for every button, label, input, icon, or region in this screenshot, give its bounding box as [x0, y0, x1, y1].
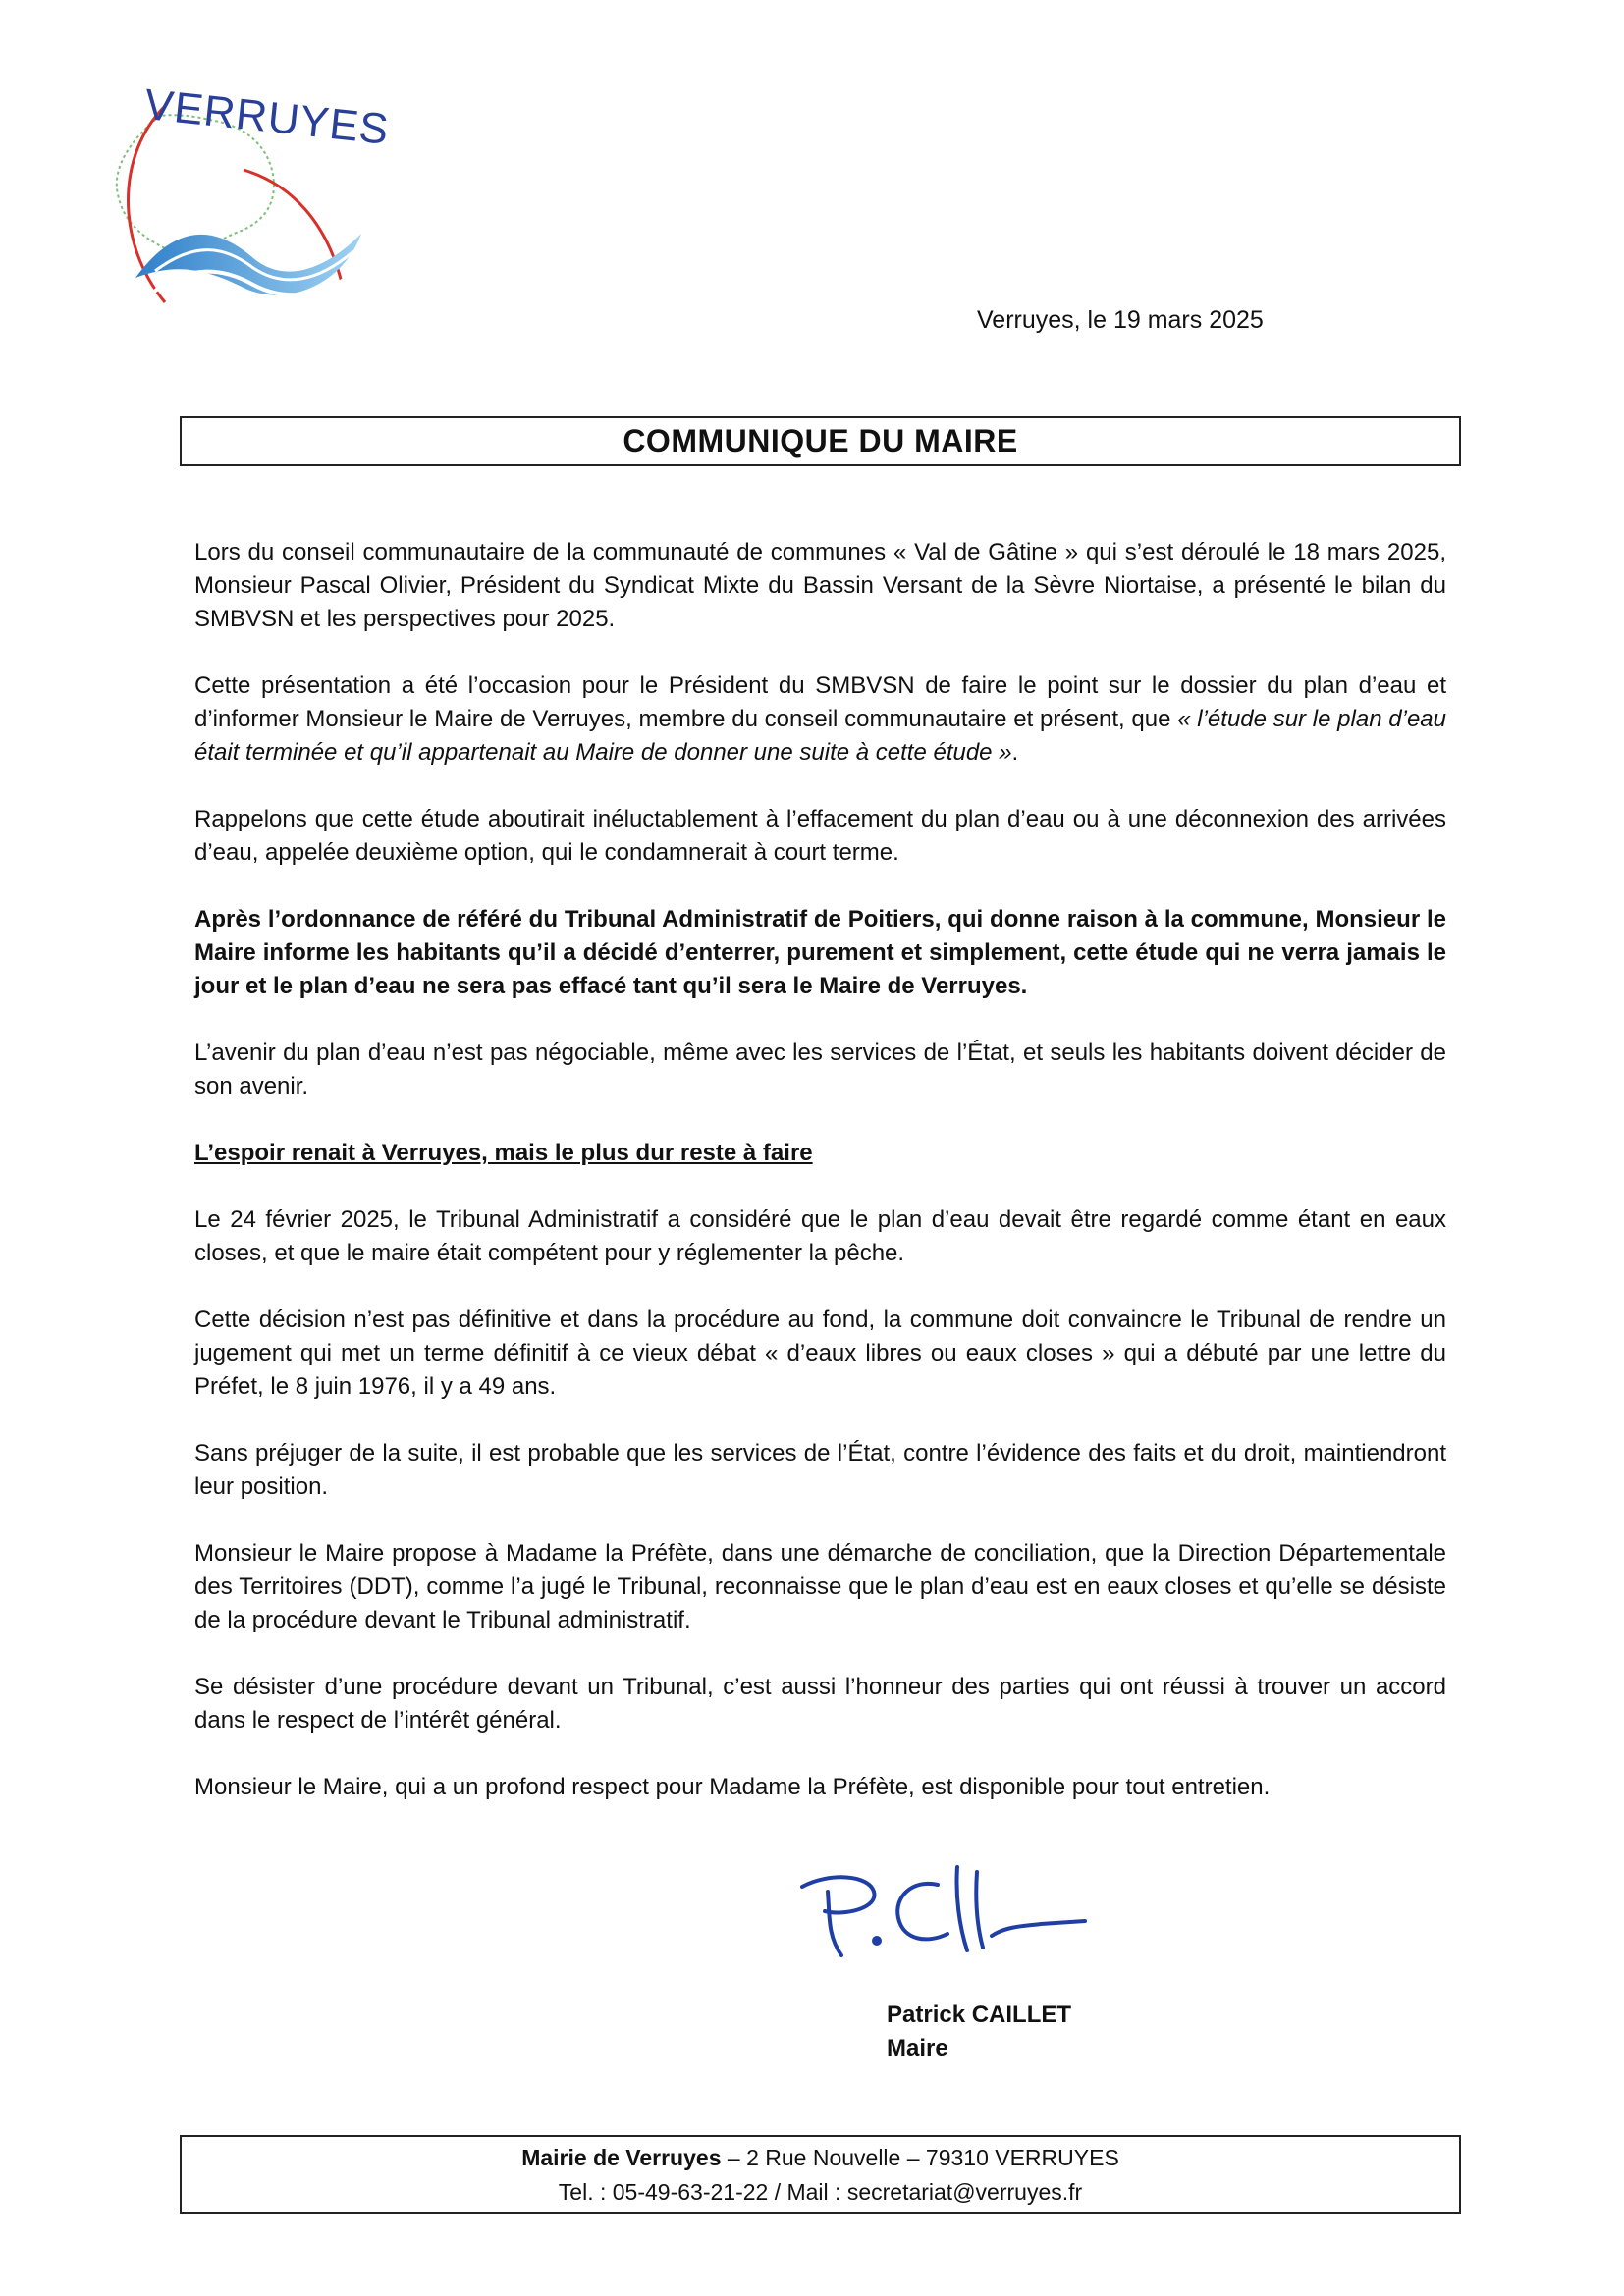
- paragraph-4-bold: Après l’ordonnance de référé du Tribunal Administratif de Poitiers, qui donne raison à la commune, Monsieur le Maire informe les habitants qu’il a décidé d’enterrer, purement et simplement, cette étude qui ne verra jamais le jour et le plan d’eau ne sera pas effacé tant qu’il sera le Maire de Verruyes.: [194, 906, 1446, 999]
- paragraph-7: Cette décision n’est pas définitive et dans la procédure au fond, la commune doit convaincre le Tribunal de rendre un jugement qui met un terme définitif à ce vieux débat « d’eaux libres ou eaux closes » qui a débuté par une lettre du Préfet, le 8 juin 1976, il y a 49 ans.: [194, 1307, 1446, 1400]
- paragraph-11: Monsieur le Maire, qui a un profond respect pour Madame la Préfète, est disponible pour tout entretien.: [194, 1774, 1271, 1800]
- letter-date: Verruyes, le 19 mars 2025: [977, 306, 1264, 334]
- page-title: COMMUNIQUE DU MAIRE: [623, 423, 1018, 458]
- paragraph-10: Se désister d’une procédure devant un Tribunal, c’est aussi l’honneur des parties qui ont réussi à trouver un accord dans le respect de l’intérêt général.: [194, 1674, 1446, 1734]
- footer-address: – 2 Rue Nouvelle – 79310 VERRUYES: [721, 2145, 1119, 2170]
- paragraph-9: Monsieur le Maire propose à Madame la Préfète, dans une démarche de conciliation, que la Direction Départementale des Territoires (DDT), comme l’a jugé le Tribunal, reconnaisse que le plan d’eau est en eaux closes et qu’elle se désiste de la procédure devant le Tribunal administratif.: [194, 1540, 1446, 1633]
- paragraph-2-quote: « l’étude sur le plan d’eau était terminée et qu’il appartenait au Maire de donner une suite à cette étude »: [194, 706, 1446, 766]
- handwritten-signature: [790, 1857, 1105, 1965]
- signer-name: Patrick CAILLET: [887, 2002, 1072, 2028]
- letter-body: [194, 536, 1446, 1838]
- logo-wordmark: VERRUYES: [141, 80, 392, 154]
- paragraph-1: Lors du conseil communautaire de la communauté de communes « Val de Gâtine » qui s’est déroulé le 18 mars 2025, Monsieur Pascal Olivier, Président du Syndicat Mixte du Bassin Versant de la Sèvre Niortaise, a présenté le bilan du SMBVSN et les perspectives pour 2025.: [194, 539, 1446, 632]
- paragraph-8: Sans préjuger de la suite, il est probable que les services de l’État, contre l’évidence des faits et du droit, maintiendront leur position.: [194, 1440, 1446, 1500]
- paragraph-2-start: Cette présentation a été l’occasion pour le Président du SMBVSN de faire le point sur le dossier du plan d’eau et d’informer Monsieur le Maire de Verruyes, membre du conseil communautaire et présent, que: [194, 672, 1446, 732]
- paragraph-3: Rappelons que cette étude aboutirait inéluctablement à l’effacement du plan d’eau ou à une déconnexion des arrivées d’eau, appelée deuxième option, qui le condamnerait à court terme.: [194, 806, 1446, 866]
- footer-org: Mairie de Verruyes: [521, 2145, 722, 2170]
- section-heading: L’espoir renait à Verruyes, mais le plus dur reste à faire: [194, 1140, 813, 1166]
- title-box: [180, 416, 1461, 466]
- signer-role: Maire: [887, 2035, 948, 2061]
- paragraph-2-end: .: [1011, 739, 1019, 766]
- paragraph-5: L’avenir du plan d’eau n’est pas négociable, même avec les services de l’État, et seuls les habitants doivent décider de son avenir.: [194, 1040, 1446, 1099]
- footer-address-line: [182, 2141, 1459, 2175]
- footer-contact: Tel. : 05-49-63-21-22 / Mail : secretariat@verruyes.fr: [558, 2179, 1083, 2205]
- paragraph-2: [194, 669, 1446, 770]
- paragraph-6: Le 24 février 2025, le Tribunal Administratif a considéré que le plan d’eau devait être regardé comme étant en eaux closes, et que le maire était compétent pour y réglementer la pêche.: [194, 1206, 1446, 1266]
- signature-graphic: [790, 1857, 1105, 1965]
- signer-block: [887, 1999, 1071, 2065]
- footer-box: [180, 2135, 1461, 2214]
